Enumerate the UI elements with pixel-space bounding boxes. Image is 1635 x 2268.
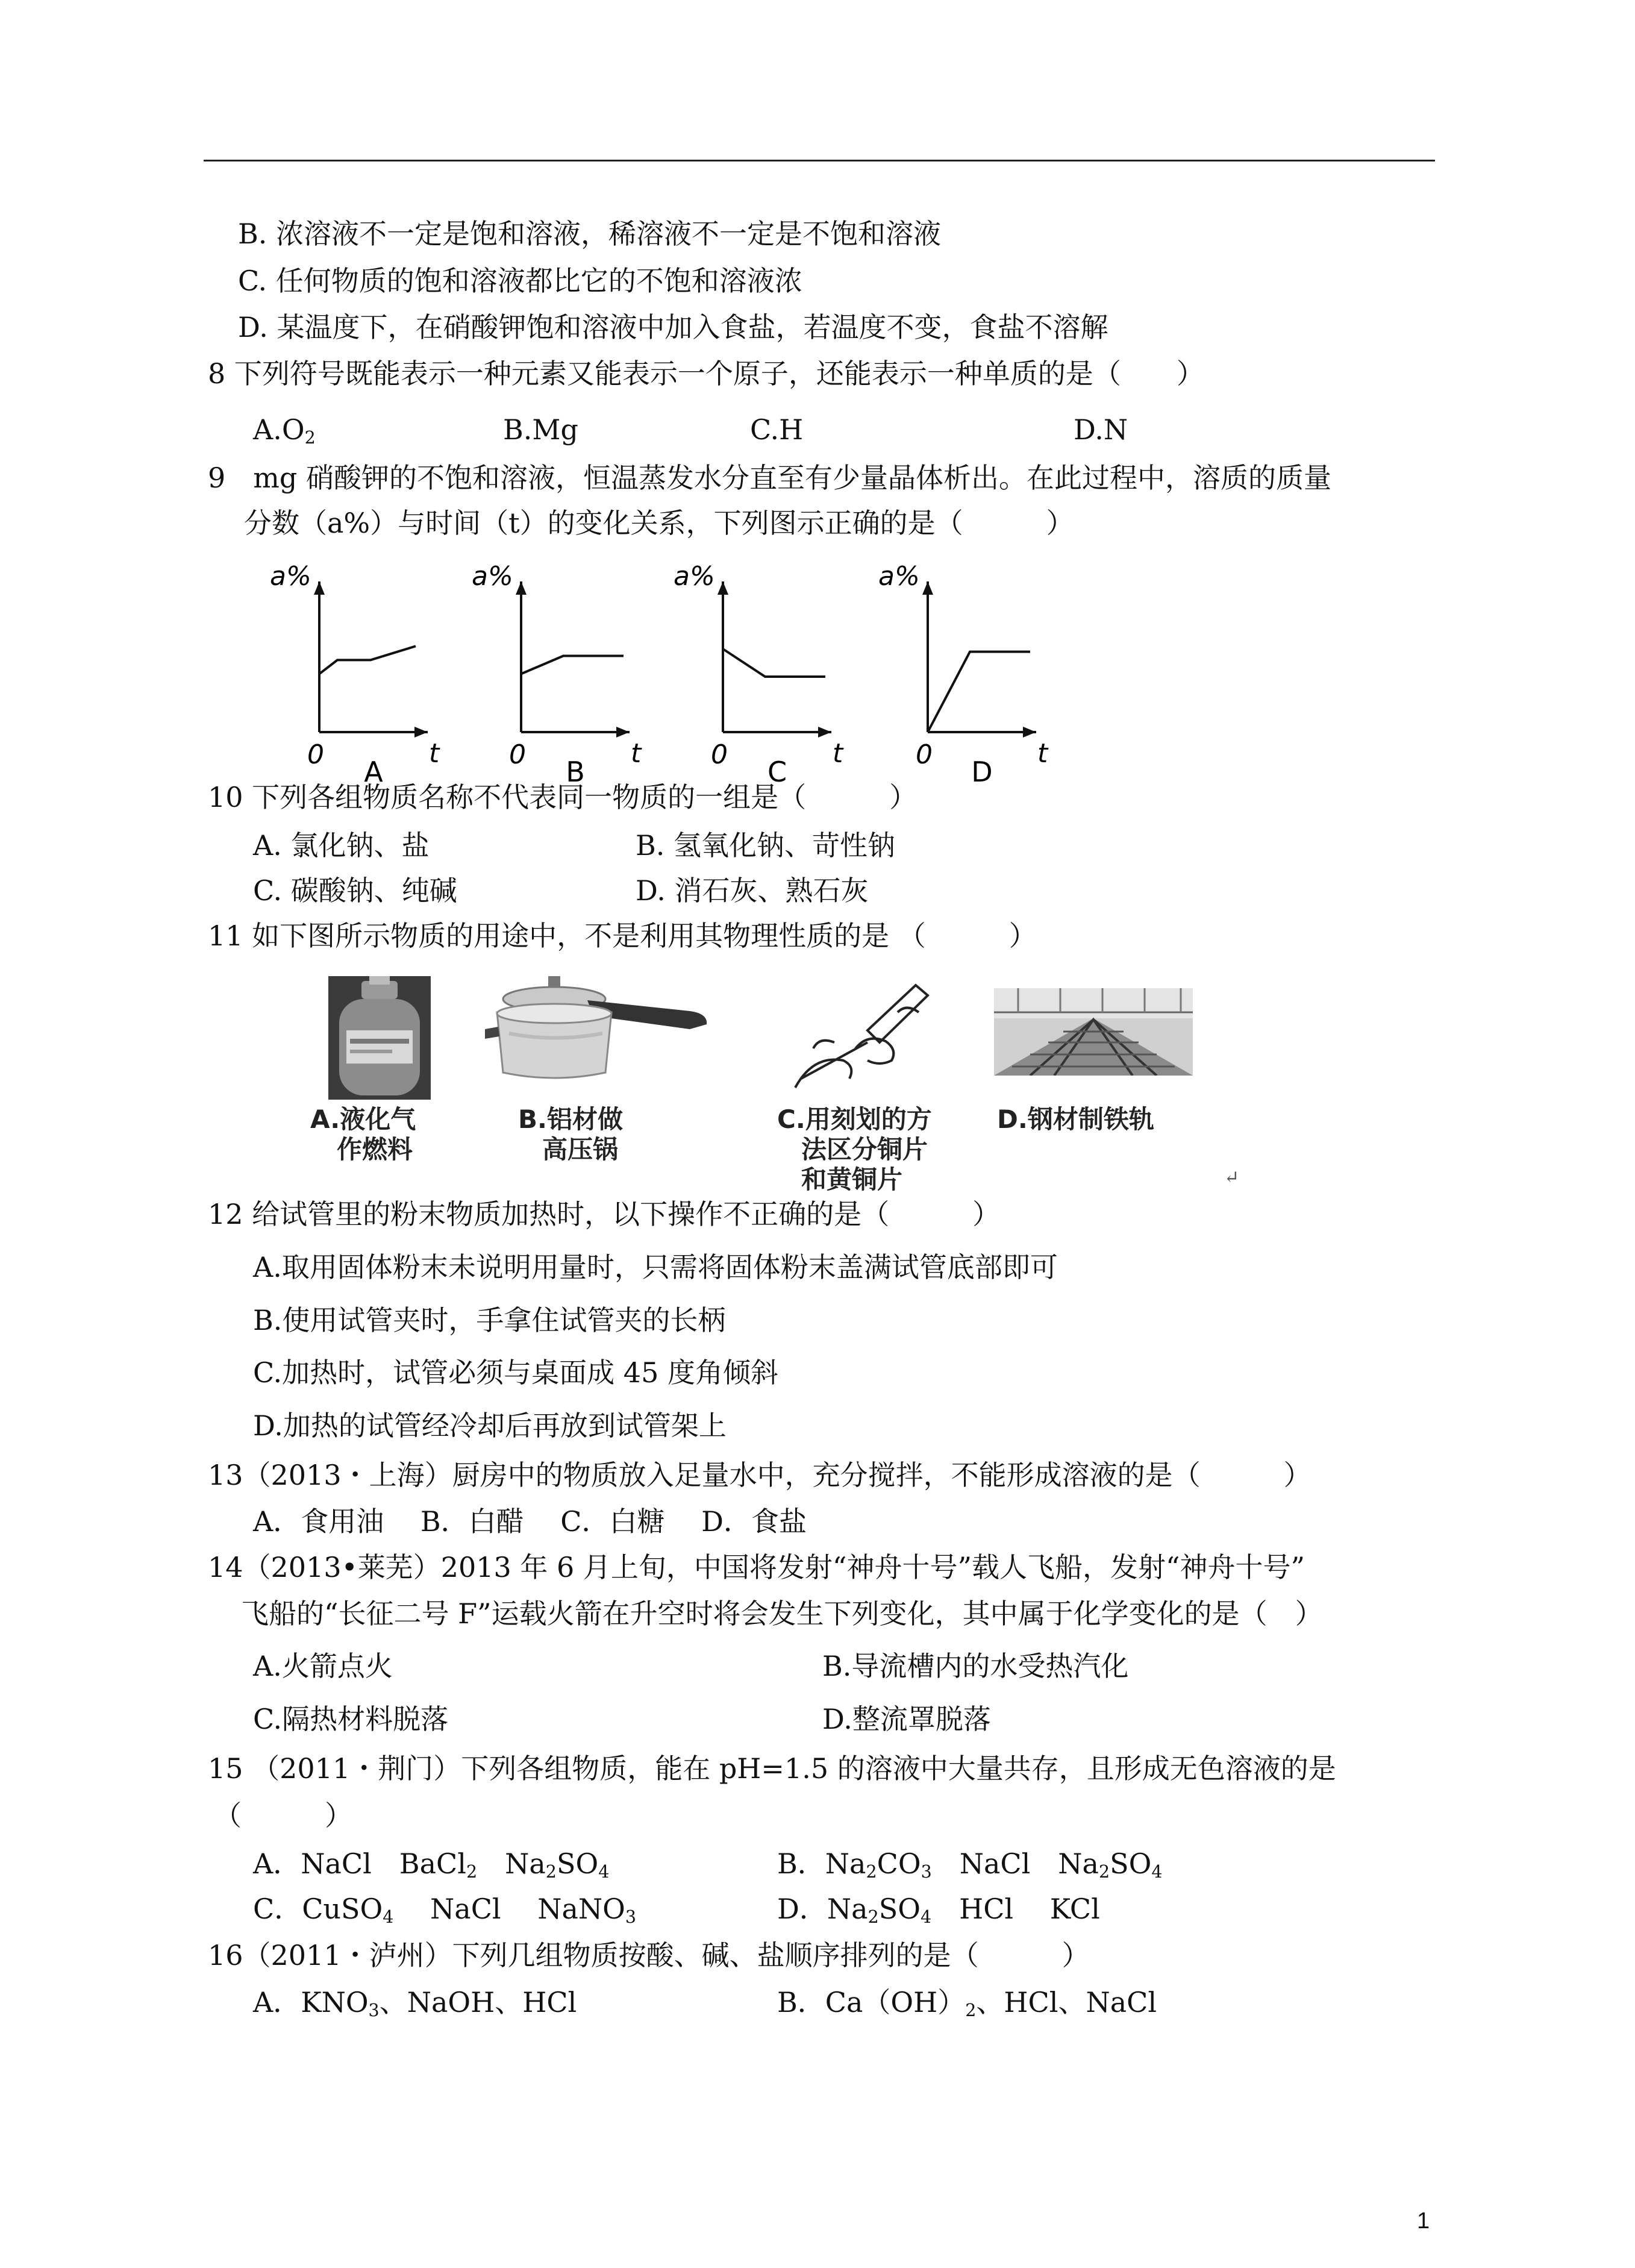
q11-stem: 11 如下图所示物质的用途中，不是利用其物理性质的是 （ ） [208,919,1037,952]
y-axis-arrow [717,581,728,595]
y-axis-label: a% [878,561,920,592]
x-axis-arrow [616,727,630,738]
q9-stem-line2: 分数（a%）与时间（t）的变化关系，下列图示正确的是（ ） [244,507,1074,539]
q11-caption-c [777,1104,932,1195]
q16-option-b: B．$Ca(OH)_2$、HCl、NaCl [777,1986,1157,2021]
y-axis-label: a% [674,561,715,592]
x-axis-label: t [833,738,843,769]
q9-graph-d [855,557,1048,792]
q12-stem: 12 给试管里的粉末物质加热时，以下操作不正确的是（ ） [208,1198,1001,1230]
y-axis-arrow [516,581,527,595]
origin-label: 0 [307,739,324,770]
curve-line [319,646,416,674]
q15-option-c: C．CuSO$_4$ NaCl NaNO$_3$ [253,1893,637,1928]
x-axis-arrow [1023,727,1036,738]
q7-option-b: B. 浓溶液不一定是饱和溶液，稀溶液不一定是不饱和溶液 [238,218,942,250]
graph-letter: D [971,756,993,788]
q15-option-d: D．$Na_2SO_4$ HCl KCl [777,1893,1100,1928]
scratch-test-picture [777,976,934,1094]
q9-graph-svg-d [855,557,1048,792]
q11-caption-a [310,1104,416,1165]
q8-option-c: C.H [750,413,804,446]
graph-letter: B [566,756,585,788]
q7-option-c: C. 任何物质的饱和溶液都比它的不饱和溶液浓 [238,265,802,297]
q10-option-b: B. 氢氧化钠、苛性钠 [636,829,896,862]
q15-option-a: A．NaCl BaCl$_2$ $Na_2SO_4$ [253,1847,610,1882]
origin-label: 0 [711,739,728,770]
q11-caption-d [997,1104,1154,1135]
y-axis-label: a% [270,561,311,592]
q9-stem-line1: 9 mg 硝酸钾的不饱和溶液，恒温蒸发水分直至有少量晶体析出。在此过程中，溶质的质量 [208,462,1331,494]
q13-stem: 13（2013・上海）厨房中的物质放入足量水中，充分搅拌，不能形成溶液的是（ ） [208,1459,1311,1491]
x-axis-arrow [818,727,831,738]
q8-stem: 8 下列符号既能表示一种元素又能表示一个原子，还能表示一种单质的是（ ） [208,357,1204,390]
q15-stem-line2: （ ） [214,1799,352,1832]
curve-line [928,652,1030,732]
q11-caption-b-line2: 高压锅 [542,1135,619,1164]
q11-caption-c-line1: C.用刻划的方 [777,1104,932,1134]
header-rule [204,160,1435,161]
x-axis-arrow [414,727,428,738]
q13-options: A．食用油 B．白醋 C．白糖 D．食盐 [253,1505,807,1538]
y-axis-arrow [314,581,325,595]
q10-option-a: A. 氯化钠、盐 [253,829,430,862]
q9-graph-c [651,557,843,792]
q11-caption-b [518,1104,623,1165]
q8-option-d: D.N [1074,413,1128,446]
q11-caption-c-line2: 法区分铜片 [801,1135,928,1164]
x-axis-label: t [429,738,440,769]
q11-caption-a-line2: 作燃料 [337,1135,413,1164]
railway-track-picture [994,988,1193,1076]
q8-option-a: $A.O_2$ [253,413,316,448]
q8-option-b: B.Mg [503,413,578,446]
q16-option-a: A．$KNO_3$、NaOH、HCl [253,1986,577,2021]
q11-caption-b-line1: B.铝材做 [518,1104,623,1134]
q10-stem: 10 下列各组物质名称不代表同一物质的一组是（ ） [208,781,918,813]
q11-caption-d-line1: D.钢材制铁轨 [997,1104,1154,1134]
q15-option-b: B．$Na_2CO_3$ NaCl $Na_2SO_4$ [777,1847,1163,1882]
q14-option-d: D.整流罩脱落 [822,1703,991,1735]
graph-letter: C [767,756,787,788]
curve-line [723,649,825,677]
pressure-cooker-picture [485,976,714,1082]
q11-caption-c-line3: 和黄铜片 [801,1165,903,1194]
q10-option-c: C. 碳酸钠、纯碱 [253,874,457,907]
curve-line [521,656,624,674]
q14-stem-line2: 飞船的“长征二号 F”运载火箭在升空时将会发生下列变化，其中属于化学变化的是（ ） [241,1597,1323,1630]
q12-option-c: C.加热时，试管必须与桌面成 45 度角倾斜 [253,1356,778,1389]
q12-option-d: D.加热的试管经冷却后再放到试管架上 [253,1409,727,1442]
q9-graph-svg-a [247,557,440,792]
page-number: 1 [1417,2208,1430,2234]
q14-option-c: C.隔热材料脱落 [253,1703,449,1735]
x-axis-label: t [631,738,642,769]
y-axis-label: a% [472,561,513,592]
q14-stem-line1: 14（2013•莱芜）2013 年 6 月上旬，中国将发射“神舟十号”载人飞船，发射“神舟十号” [208,1551,1305,1584]
paragraph-mark: ↵ [1224,1167,1240,1188]
q7-option-d: D. 某温度下，在硝酸钾饱和溶液中加入食盐，若温度不变，食盐不溶解 [238,311,1108,343]
x-axis-label: t [1037,738,1048,769]
q9-graph-b [449,557,642,792]
gas-cylinder-picture [328,976,431,1100]
q12-option-b: B.使用试管夹时，手拿住试管夹的长柄 [253,1304,726,1336]
q9-graph-a [247,557,440,792]
origin-label: 0 [509,739,526,770]
graph-letter: A [364,756,383,788]
q10-option-d: D. 消石灰、熟石灰 [636,874,869,907]
q9-graph-svg-b [449,557,642,792]
q9-graph-svg-c [651,557,843,792]
origin-label: 0 [916,739,933,770]
q14-option-b: B.导流槽内的水受热汽化 [822,1650,1129,1682]
q14-option-a: A.火箭点火 [253,1650,393,1682]
q11-caption-a-line1: A.液化气 [310,1104,416,1134]
q15-stem-line1: 15 （2011・荆门）下列各组物质，能在 pH=1.5 的溶液中大量共存，且形成无色溶液的是 [208,1752,1336,1785]
y-axis-arrow [922,581,933,595]
q12-option-a: A.取用固体粉末未说明用量时，只需将固体粉末盖满试管底部即可 [253,1251,1058,1283]
q16-stem: 16（2011・泸州）下列几组物质按酸、碱、盐顺序排列的是（ ） [208,1939,1090,1972]
